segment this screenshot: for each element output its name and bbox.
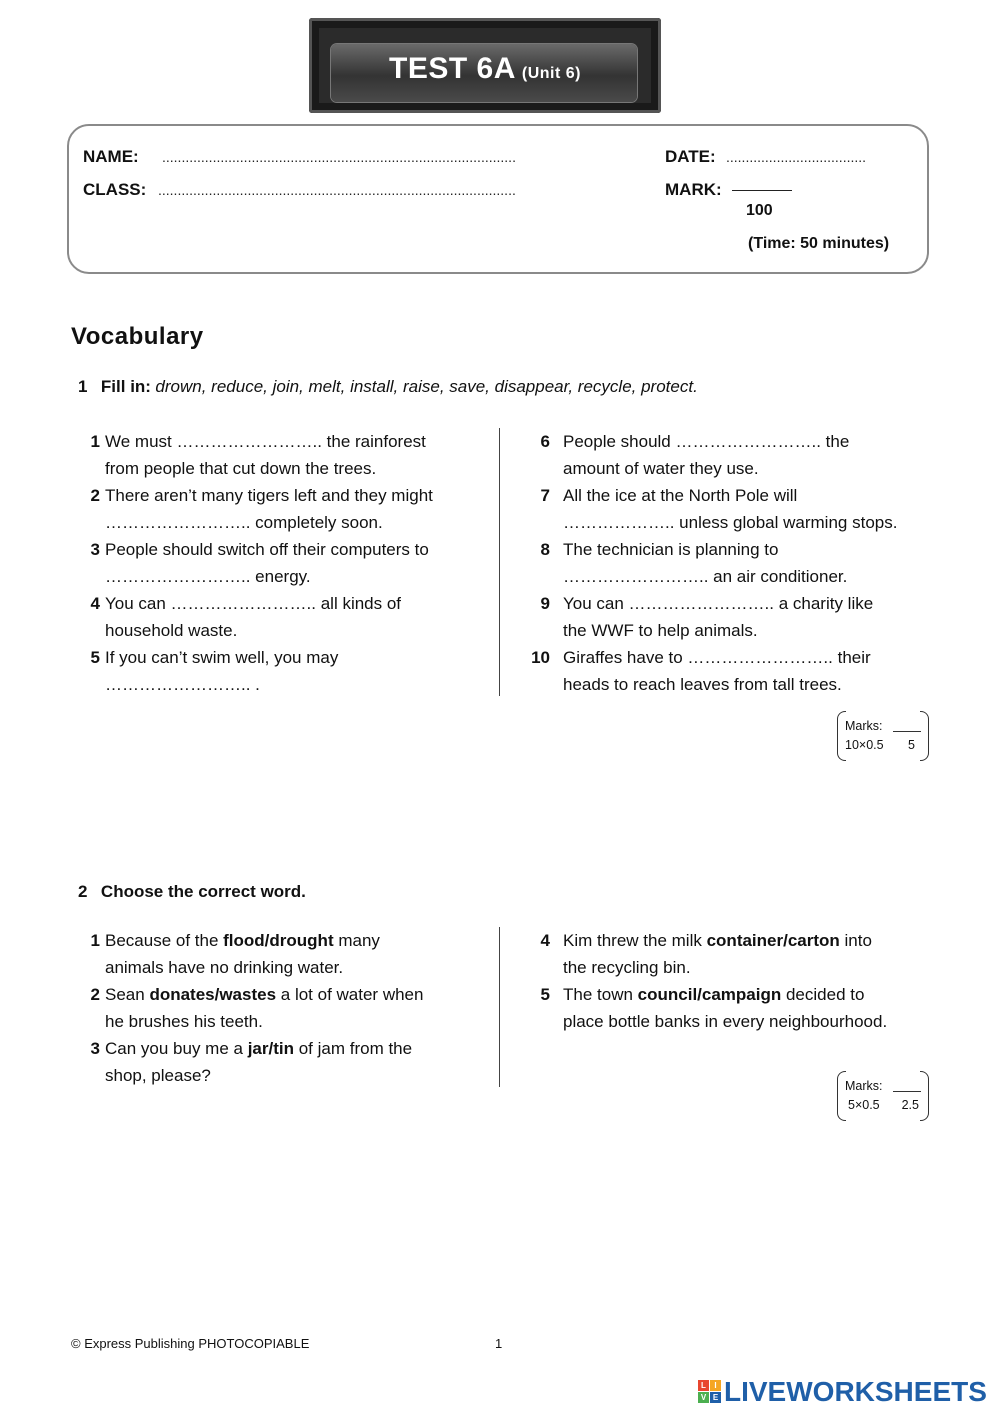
column-divider	[499, 428, 500, 696]
sentence-end: many	[333, 931, 380, 950]
mark-fraction-line[interactable]	[732, 190, 792, 191]
date-label: DATE:	[665, 147, 716, 166]
item-text-line1[interactable]: We must …………………….. the rainforest	[105, 432, 426, 451]
item-text-line1[interactable]: People should switch off their computers to	[105, 540, 429, 559]
item-number: 9	[540, 594, 550, 613]
column-divider	[499, 927, 500, 1087]
mark-label: MARK:	[665, 180, 722, 199]
task1-number: 1	[78, 377, 88, 396]
task1-marks-box	[837, 711, 929, 761]
item-text-line2[interactable]: from people that cut down the trees.	[105, 459, 377, 478]
item-text-line1[interactable]: Giraffes have to …………………….. their	[563, 648, 871, 667]
task1-marks-calc: 10×0.5	[845, 738, 884, 752]
item-text-line2[interactable]: …………………….. .	[105, 675, 260, 694]
item-text-line2[interactable]: amount of water they use.	[563, 459, 759, 478]
item-number: 10	[531, 648, 550, 667]
item-number: 8	[540, 540, 550, 559]
item-text-line2[interactable]: …………………….. energy.	[105, 567, 311, 586]
item-text-line2: place bottle banks in every neighbourhood.	[563, 1012, 888, 1031]
sentence-start: The town	[563, 985, 638, 1004]
item-text-line2: he brushes his teeth.	[105, 1012, 263, 1031]
task2-marks-calc: 5×0.5	[848, 1098, 880, 1112]
logo-icon	[698, 1380, 722, 1404]
item-text-line1[interactable]: The technician is planning to	[563, 540, 779, 559]
task2-marks-blank[interactable]	[893, 1091, 921, 1092]
time-limit: (Time: 50 minutes)	[748, 235, 890, 252]
date-field[interactable]: ....................................	[726, 149, 867, 165]
item-text-line2: the recycling bin.	[563, 958, 691, 977]
copyright-notice: © Express Publishing PHOTOCOPIABLE	[71, 1336, 310, 1351]
item-text-line2: animals have no drinking water.	[105, 958, 344, 977]
item-text-line1	[105, 927, 380, 954]
page-title	[309, 52, 661, 86]
title-subtitle: (Unit 6)	[521, 65, 581, 82]
item-text-line2: shop, please?	[105, 1066, 211, 1085]
page-number: 1	[495, 1336, 503, 1351]
sentence-start: Kim threw the milk	[563, 931, 707, 950]
item-text-line1	[563, 981, 864, 1008]
title-banner	[309, 18, 661, 113]
sentence-end: of jam from the	[294, 1039, 413, 1058]
item-number: 3	[90, 540, 100, 559]
word-choice[interactable]: council/campaign	[637, 985, 782, 1004]
word-choice[interactable]: jar/tin	[247, 1039, 294, 1058]
item-text-line1[interactable]: All the ice at the North Pole will	[563, 486, 798, 505]
item-text-line1[interactable]: You can …………………….. all kinds of	[105, 594, 402, 613]
word-choice[interactable]: donates/wastes	[149, 985, 277, 1004]
logo-text: LIVEWORKSHEETS	[724, 1376, 987, 1407]
item-text-line2[interactable]: …………………….. an air conditioner.	[563, 567, 848, 586]
item-text-line2[interactable]: household waste.	[105, 621, 238, 640]
item-text-line1[interactable]: You can …………………….. a charity like	[563, 594, 874, 613]
item-number: 6	[540, 432, 550, 451]
task2-marks-box	[837, 1071, 929, 1121]
task2-marks-label: Marks:	[845, 1079, 883, 1093]
item-number: 1	[90, 432, 100, 451]
item-text-line1[interactable]: If you can’t swim well, you may	[105, 648, 339, 667]
logo-letter: I	[710, 1380, 721, 1391]
item-text-line2[interactable]: the WWF to help animals.	[563, 621, 758, 640]
item-number: 4	[90, 594, 100, 613]
task2-title: Choose the correct word.	[100, 882, 306, 901]
sentence-end: decided to	[781, 985, 865, 1004]
class-field[interactable]: ............................................................................................	[158, 182, 516, 198]
mark-total: 100	[746, 202, 773, 219]
task2-marks-total: 2.5	[901, 1098, 919, 1112]
item-number: 7	[540, 486, 550, 505]
item-text-line2[interactable]: heads to reach leaves from tall trees.	[563, 675, 842, 694]
item-text-line1[interactable]: People should …………………….. the	[563, 432, 850, 451]
task1-title: Fill in:	[100, 377, 151, 396]
item-number: 1	[90, 931, 100, 950]
section-heading-vocabulary: Vocabulary	[71, 323, 204, 350]
task1-word-bank: drown, reduce, join, melt, install, raise, save, disappear, recycle, protect.	[155, 377, 698, 396]
task1-marks-blank[interactable]	[893, 731, 921, 732]
item-text-line1	[105, 981, 423, 1008]
sentence-start: Can you buy me a	[105, 1039, 248, 1058]
item-text-line2[interactable]: ……………….. unless global warming stops.	[563, 513, 898, 532]
item-number: 4	[540, 931, 550, 950]
word-choice[interactable]: flood/drought	[223, 931, 334, 950]
item-text-line2[interactable]: …………………….. completely soon.	[105, 513, 383, 532]
item-text-line1[interactable]: There aren’t many tigers left and they might	[105, 486, 433, 505]
item-number: 2	[90, 985, 100, 1004]
title-main: TEST 6A	[389, 52, 516, 85]
name-field[interactable]: ...........................................................................................	[162, 149, 516, 165]
logo-letter: E	[710, 1392, 721, 1403]
sentence-start: Sean	[105, 985, 150, 1004]
class-label: CLASS:	[83, 180, 147, 199]
item-number: 5	[90, 648, 100, 667]
logo-letter: L	[698, 1380, 709, 1391]
item-text-line1	[105, 1035, 412, 1062]
sentence-end: into	[839, 931, 872, 950]
item-number: 2	[90, 486, 100, 505]
sentence-start: Because of the	[105, 931, 224, 950]
word-choice[interactable]: container/carton	[706, 931, 840, 950]
name-label: NAME:	[83, 147, 139, 166]
task2-instruction	[78, 882, 306, 902]
item-number: 3	[90, 1039, 100, 1058]
task1-marks-total: 5	[908, 738, 915, 752]
item-number: 5	[540, 985, 550, 1004]
task1-instruction	[78, 377, 698, 397]
item-text-line1	[563, 927, 872, 954]
task1-marks-label: Marks:	[845, 719, 883, 733]
task2-number: 2	[78, 882, 88, 901]
sentence-end: a lot of water when	[276, 985, 424, 1004]
logo-letter: V	[698, 1392, 709, 1403]
